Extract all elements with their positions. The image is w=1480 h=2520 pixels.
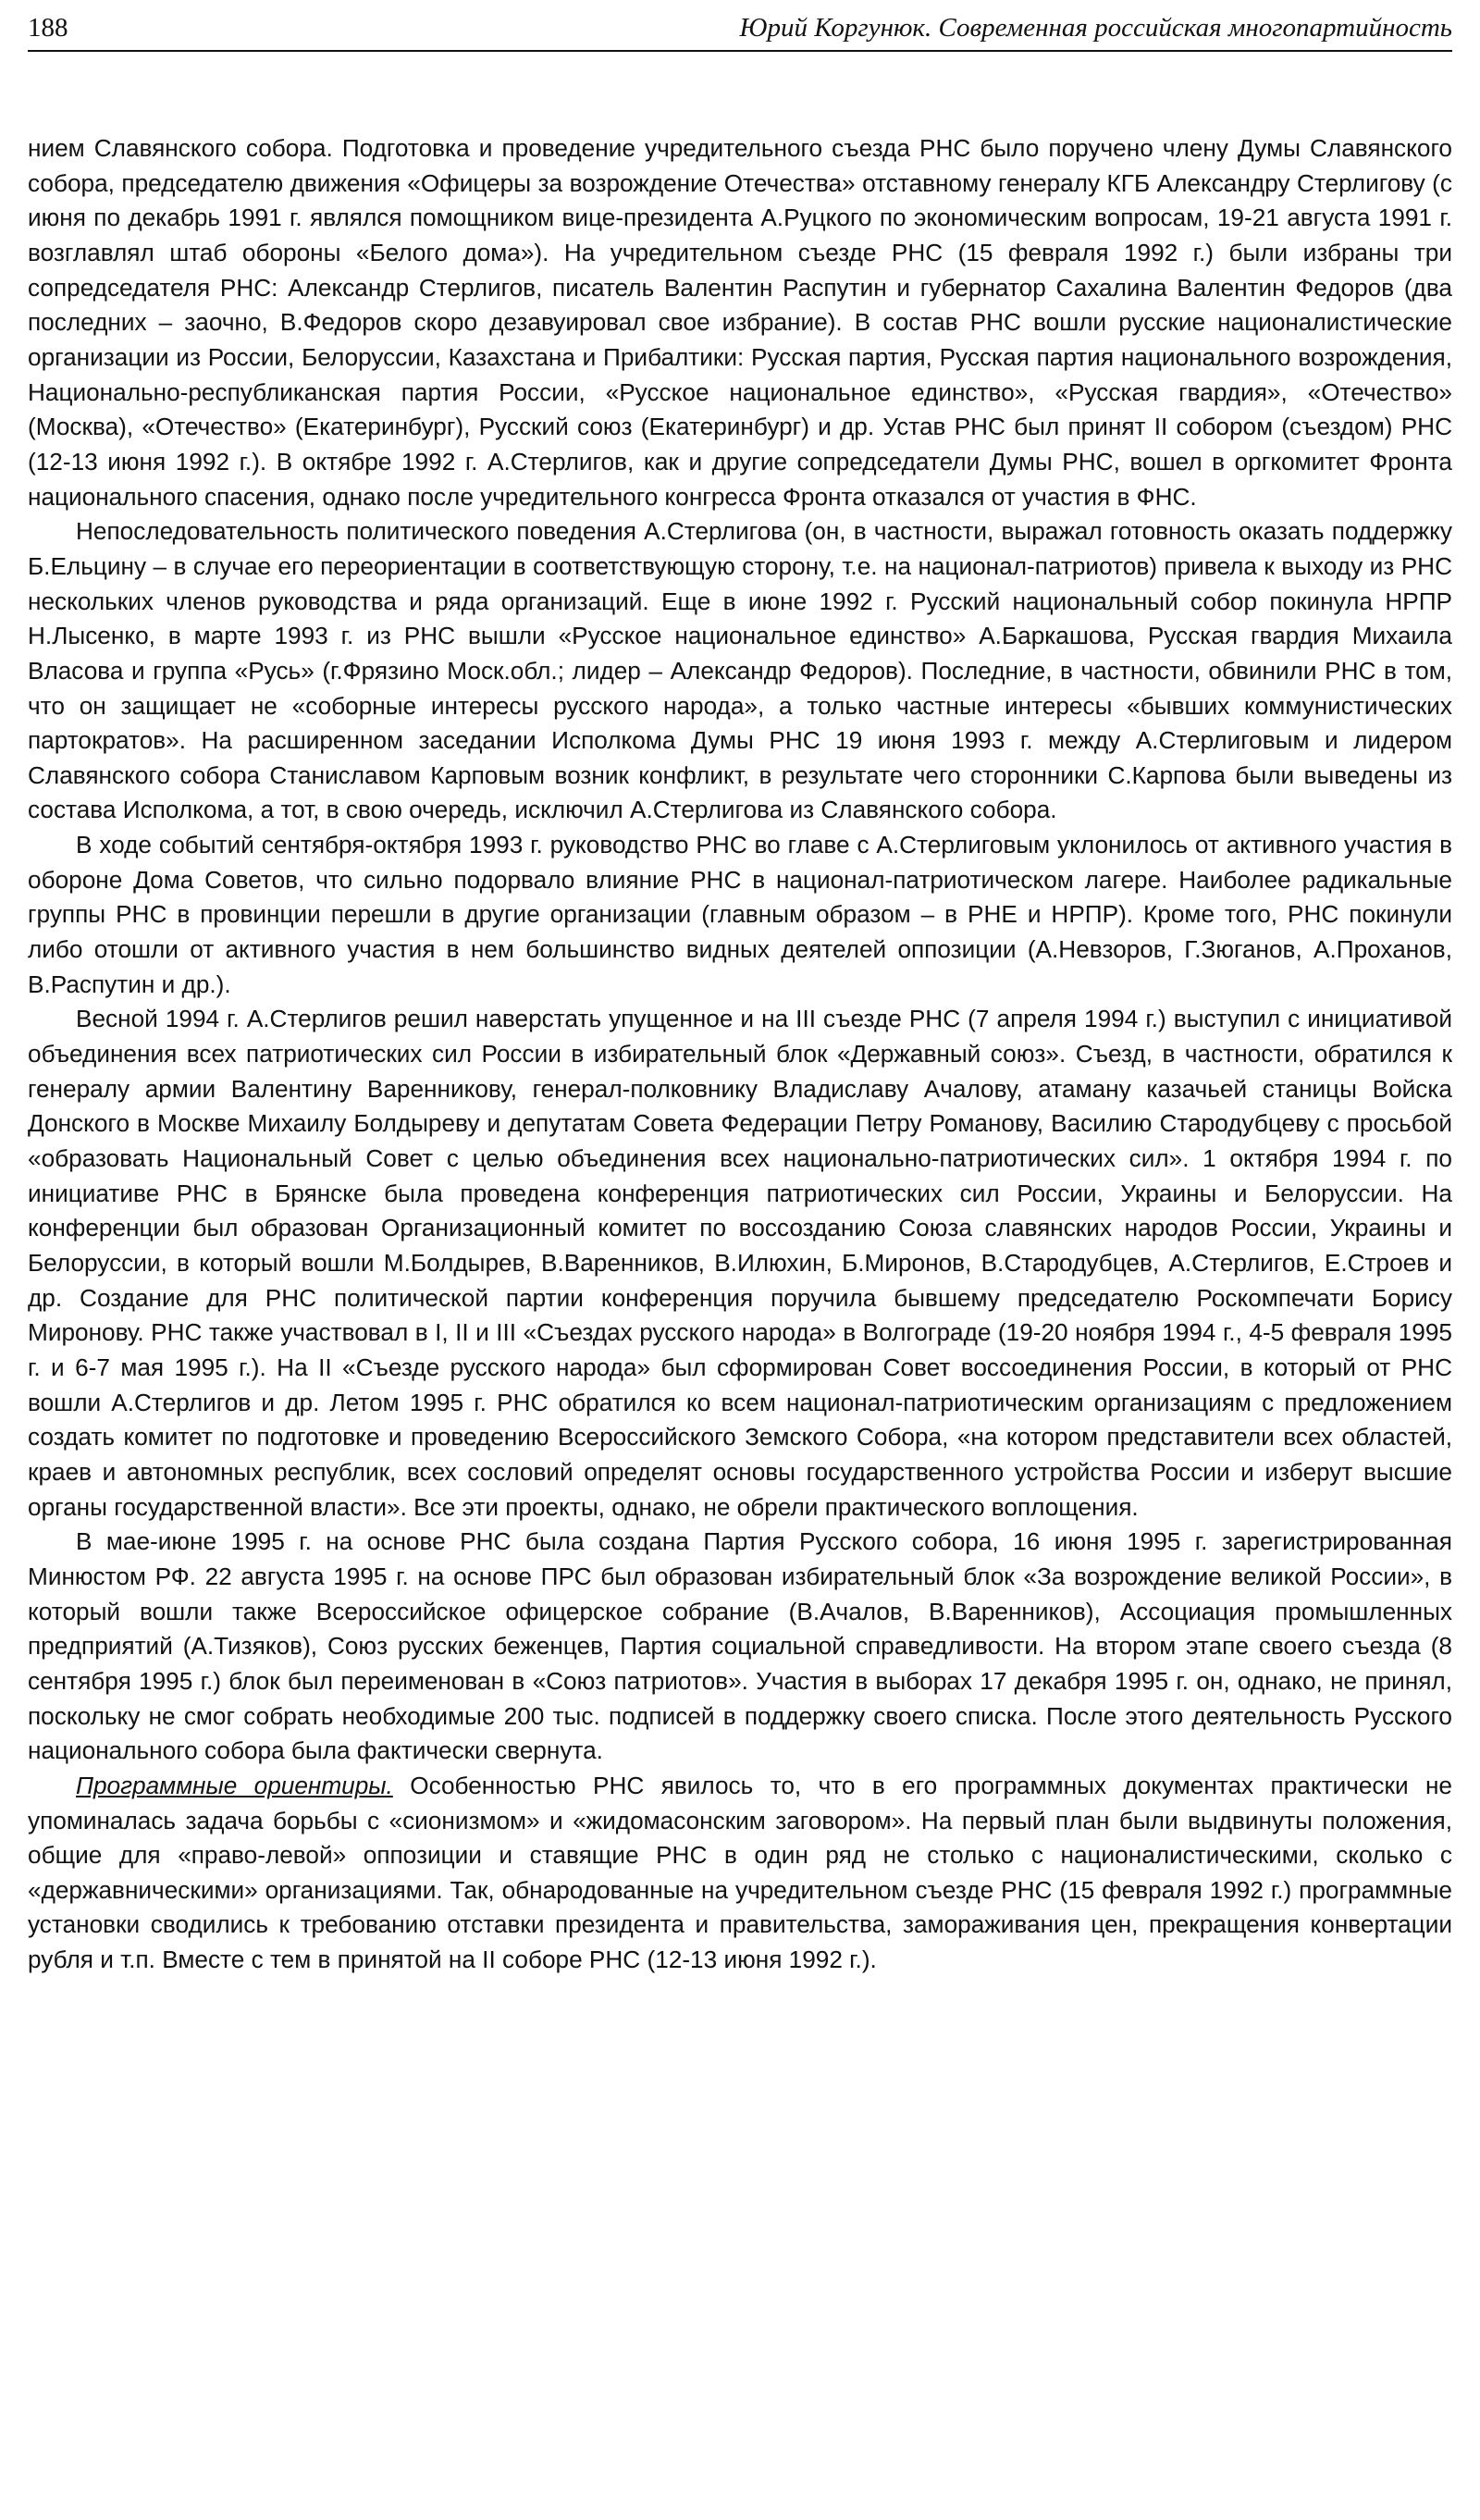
paragraph-text: Особенностью РНС явилось то, что в его программных документах практически не упоминалась задача борьбы с «сионизмом» и «жидомасонским заговором». На первый план были выдвинуты положения, общие для «право-левой» оппозиции и ставящие РНС в один ряд не столько с националистическими, сколько с «державническими» организациями. Так, обнародованные на учредительном съезде РНС (15 февраля 1992 г.) программные установки сводились к требованию отставки президента и правительства, замораживания цен, прекращения конвертации рубля и т.п. Вместе с тем в принятой на II соборе РНС (12-13 июня 1992 г.). <box>28 1771 1452 1974</box>
running-title: Юрий Коргунюк. Современная российская многопартийность <box>739 13 1452 43</box>
book-page <box>28 0 1452 2520</box>
paragraph-program <box>28 1769 1452 1978</box>
page-number: 188 <box>28 13 68 43</box>
paragraph-continued: нием Славянского собора. Подготовка и проведение учредительного съезда РНС было поручено члену Думы Славянского собора, председателю движения «Офицеры за возрождение Отечества» отставному генералу КГБ Александру Стерлигову (с июня по декабрь 1991 г. являлся помощником вице-президента А.Руцкого по экономическим вопросам, 19-21 августа 1991 г. возглавлял штаб обороны «Белого дома»). На учредительном съезде РНС (15 февраля 1992 г.) были избраны три сопредседателя РНС: Александр Стерлигов, писатель Валентин Распутин и губернатор Сахалина Валентин Федоров (два последних – заочно, В.Федоров скоро дезавуировал свое избрание). В состав РНС вошли русские националистические организации из России, Белоруссии, Казахстана и Прибалтики: Русская партия, Русская партия национального возрождения, Национально-республиканская партия России, «Русское национальное единство», «Русская гвардия», «Отечество» (Москва), «Отечество» (Екатеринбург), Русский союз (Екатеринбург) и др. Устав РНС был принят II собором (съездом) РНС (12-13 июня 1992 г.). В октябре 1992 г. А.Стерлигов, как и другие сопредседатели Думы РНС, вошел в оргкомитет Фронта национального спасения, однако после учредительного конгресса Фронта отказался от участия в ФНС. <box>28 134 1452 511</box>
paragraph: Весной 1994 г. А.Стерлигов решил наверстать упущенное и на III съезде РНС (7 апреля 1994 г.) выступил с инициативой объединения всех патриотических сил России в избирательный блок «Державный союз». Съезд, в частности, обратился к генералу армии Валентину Варенникову, генерал-полковнику Владиславу Ачалову, атаману казачьей станицы Войска Донского в Москве Михаилу Болдыреву и депутатам Совета Федерации Петру Романову, Василию Стародубцеву с просьбой «образовать Национальный Совет с целью объединения всех национально-патриотических сил». 1 октября 1994 г. по инициативе РНС в Брянске была проведена конференция патриотических сил России, Украины и Белоруссии. На конференции был образован Организационный комитет по воссозданию Союза славянских народов России, Украины и Белоруссии, в который вошли М.Болдырев, В.Варенников, В.Илюхин, Б.Миронов, В.Стародубцев, А.Стерлигов, Е.Строев и др. Создание для РНС политической партии конференция поручила бывшему председателю Роскомпечати Борису Миронову. РНС также участвовал в I, II и III «Съездах русского народа» в Волгограде (19-20 ноября 1994 г., 4-5 февраля 1995 г. и 6-7 мая 1995 г.). На II «Съезде русского народа» был сформирован Совет воссоединения России, в который от РНС вошли А.Стерлигов и др. Летом 1995 г. РНС обратился ко всем национал-патриотическим организациям с предложением создать комитет по подготовке и проведению Всероссийского Земского Собора, «на котором представители всех областей, краев и автономных республик, всех сословий определят основы государственного устройства России и изберут высшие органы государственной власти». Все эти проекты, однако, не обрели практического воплощения. <box>28 1005 1452 1521</box>
body-text <box>28 131 1452 1978</box>
paragraph: Непоследовательность политического поведения А.Стерлигова (он, в частности, выражал готовность оказать поддержку Б.Ельцину – в случае его переориентации в соответствующую сторону, т.е. на национал-патриотов) привела к выходу из РНС нескольких членов руководства и ряда организаций. Еще в июне 1992 г. Русский национальный собор покинула НРПР Н.Лысенко, в марте 1993 г. из РНС вышли «Русское национальное единство» А.Баркашова, Русская гвардия Михаила Власова и группа «Русь» (г.Фрязино Моск.обл.; лидер – Александр Федоров). Последние, в частности, обвинили РНС в том, что он защищает не «соборные интересы русского народа», а только частные интересы «бывших коммунистических партократов». На расширенном заседании Исполкома Думы РНС 19 июня 1993 г. между А.Стерлиговым и лидером Славянского собора Станиславом Карповым возник конфликт, в результате чего сторонники С.Карпова были выведены из состава Исполкома, а тот, в свою очередь, исключил А.Стерлигова из Славянского собора. <box>28 517 1452 824</box>
paragraph: В мае-июне 1995 г. на основе РНС была создана Партия Русского собора, 16 июня 1995 г. зарегистрированная Минюстом РФ. 22 августа 1995 г. на основе ПРС был образован избирательный блок «За возрождение великой России», в который вошли также Всероссийское офицерское собрание (В.Ачалов, В.Варенников), Ассоциация промышленных предприятий (А.Тизяков), Союз русских беженцев, Партия социальной справедливости. На втором этапе своего съезда (8 сентября 1995 г.) блок был переименован в «Союз патриотов». Участия в выборах 17 декабря 1995 г. он, однако, не принял, поскольку не смог собрать необходимые 200 тыс. подписей в поддержку своего списка. После этого деятельность Русского национального собора была фактически свернута. <box>28 1527 1452 1765</box>
paragraph: В ходе событий сентября-октября 1993 г. руководство РНС во главе с А.Стерлиговым уклонилось от активного участия в обороне Дома Советов, что сильно подорвало влияние РНС в национал-патриотическом лагере. Наиболее радикальные группы РНС в провинции перешли в другие организации (главным образом – в РНЕ и НРПР). Кроме того, РНС покинули либо отошли от активного участия в нем большинство видных деятелей оппозиции (А.Невзоров, Г.Зюганов, А.Проханов, В.Распутин и др.). <box>28 831 1452 998</box>
section-heading: Программные ориентиры. <box>76 1771 393 1799</box>
running-header <box>28 6 1452 52</box>
